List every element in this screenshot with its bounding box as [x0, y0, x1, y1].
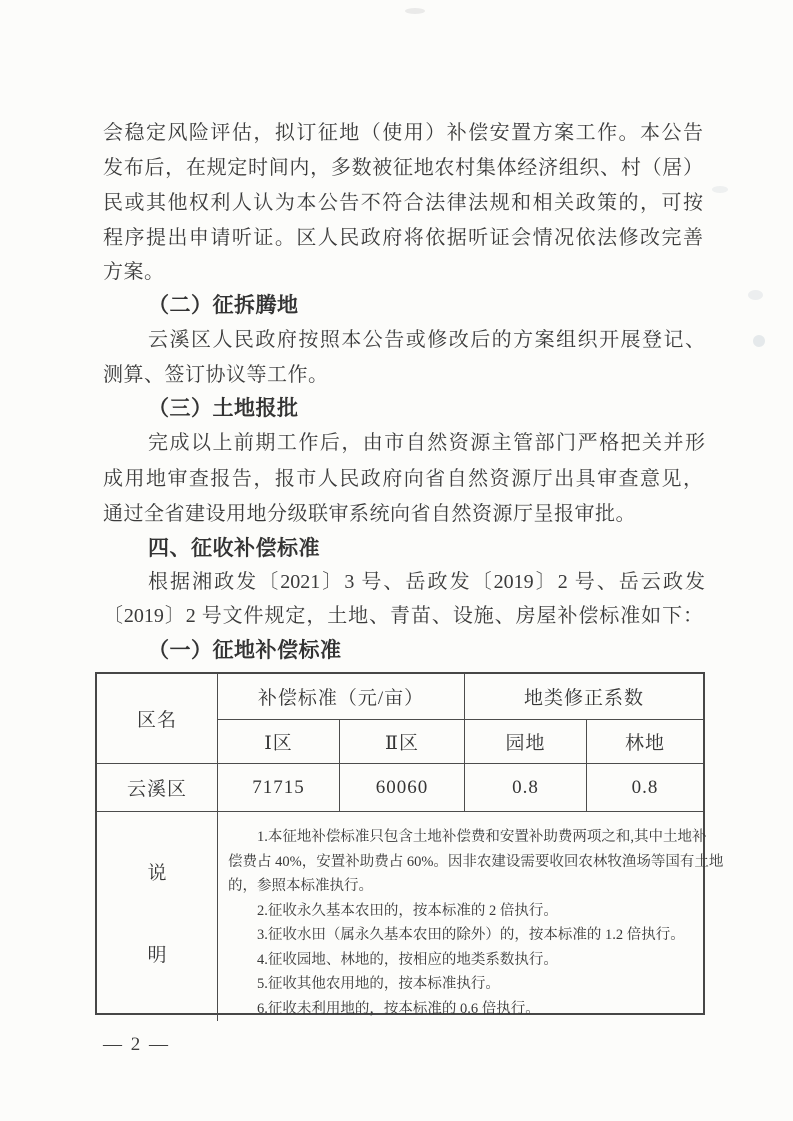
scan-smudge: [748, 290, 763, 300]
note-line: 偿费占 40%，安置补助费占 60%。因非农建设需要收回农林牧渔场等国有土地: [228, 853, 724, 870]
notes-label-top: 说: [147, 862, 167, 884]
table-notes-content: [218, 812, 724, 1021]
table-header-compensation-group: 补偿标准（元/亩）: [218, 674, 465, 720]
body-line: 成用地审查报告，报市人民政府向省自然资源厅出具审查意见，: [103, 468, 703, 490]
table-cell-zone2-value: 60060: [340, 764, 465, 812]
note-line: 3.征收水田（属永久基本农田的除外）的，按本标准的 1.2 倍执行。: [257, 927, 685, 943]
body-line: 方案。: [103, 261, 165, 283]
section-heading-3: （三）土地报批: [148, 396, 299, 420]
note-line: 1.本征地补偿标准只包含土地补偿费和安置补助费两项之和,其中土地补: [257, 829, 707, 845]
table-header-zone2: Ⅱ区: [340, 720, 465, 764]
section-heading-1: （一）征地补偿标准: [148, 638, 342, 662]
body-line: 根据湘政发〔2021〕3 号、岳政发〔2019〕2 号、岳云政发: [148, 571, 705, 593]
body-line: 会稳定风险评估，拟订征地（使用）补偿安置方案工作。本公告: [103, 122, 703, 144]
note-line: 6.征收未利用地的，按本标准的 0.6 倍执行。: [257, 1000, 540, 1017]
body-line: 发布后，在规定时间内，多数被征地农村集体经济组织、村（居）: [103, 157, 703, 179]
section-heading-4: 四、征收补偿标准: [148, 536, 320, 560]
compensation-table: [95, 672, 724, 1017]
body-line: 完成以上前期工作后，由市自然资源主管部门严格把关并形: [148, 432, 705, 454]
body-line: 民或其他权利人认为本公告不符合法律法规和相关政策的，可按: [103, 192, 703, 214]
table-header-forest: 林地: [587, 720, 703, 764]
body-line: 程序提出申请听证。区人民政府将依据听证会情况依法修改完善: [103, 227, 703, 249]
table-header-region: 区名: [97, 674, 218, 764]
scan-smudge: [405, 8, 425, 14]
note-line: 2.征收永久基本农田的，按本标准的 2 倍执行。: [257, 902, 558, 919]
table-cell-forest-coef: 0.8: [587, 764, 703, 812]
note-line: 的，参照本标准执行。: [228, 878, 373, 894]
table-header-garden: 园地: [465, 720, 587, 764]
table-cell-garden-coef: 0.8: [465, 764, 587, 812]
body-line: 通过全省建设用地分级联审系统向省自然资源厅呈报审批。: [103, 503, 636, 525]
note-line: 5.征收其他农用地的，按本标准执行。: [257, 976, 500, 992]
body-line: 测算、签订协议等工作。: [103, 364, 329, 386]
scan-smudge: [753, 335, 765, 347]
footer-page-number: — 2 —: [103, 1034, 170, 1055]
notes-label-bottom: 明: [147, 945, 167, 967]
note-line: 4.征收园地、林地的，按相应的地类系数执行。: [257, 951, 558, 968]
body-line: 云溪区人民政府按照本公告或修改后的方案组织开展登记、: [148, 329, 705, 351]
body-line: 〔2019〕2 号文件规定，土地、青苗、设施、房屋补偿标准如下：: [103, 605, 703, 627]
table-notes-label: [97, 812, 218, 1021]
table-header-coefficient-group: 地类修正系数: [465, 674, 703, 720]
section-heading-2: （二）征拆腾地: [148, 293, 299, 317]
table-cell-region: 云溪区: [97, 764, 218, 812]
scan-smudge: [712, 186, 728, 193]
table-header-zone1: Ⅰ区: [218, 720, 340, 764]
table-cell-zone1-value: 71715: [218, 764, 340, 812]
